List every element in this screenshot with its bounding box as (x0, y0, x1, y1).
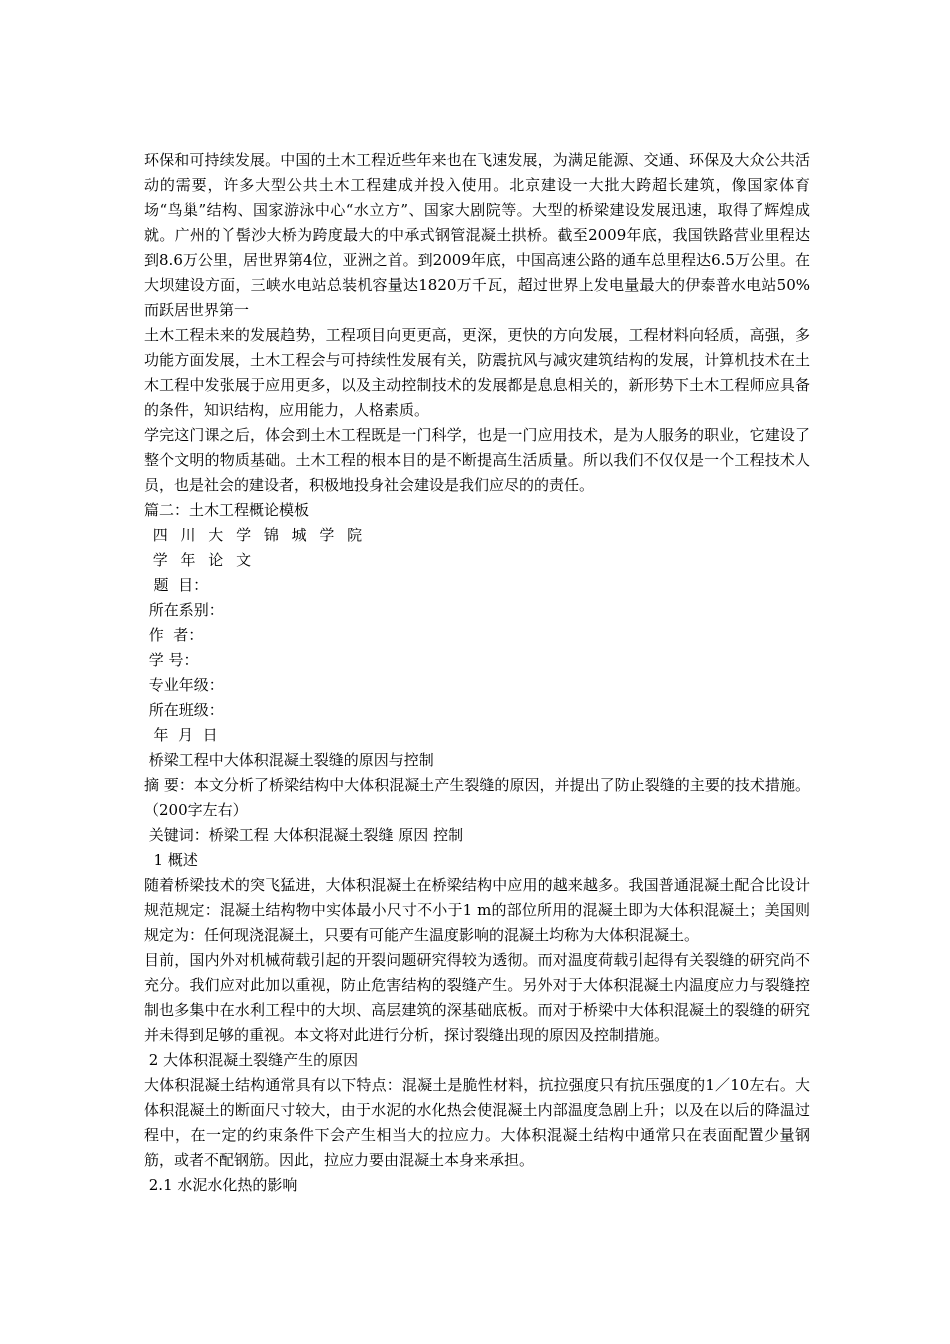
section-1-paragraph-1: 随着桥梁技术的突飞猛进，大体积混凝土在桥梁结构中应用的越来越多。我国普通混凝土配合比设计规范规定：混凝土结构物中实体最小尺寸不小于1 m的部位所用的混凝土即为大体积混凝土；美国则规定为：任何现浇混凝土，只要有可能产生温度影响的混凝土均称为大体积混凝土。 (144, 876, 810, 944)
class-label: 所在班级： (144, 701, 224, 719)
section-2-1-heading: 2.1 水泥水化热的影响 (144, 1176, 298, 1194)
department-label: 所在系别： (144, 601, 224, 619)
date-label: 年 月 日 (144, 726, 218, 744)
intro-paragraph-2: 土木工程未来的发展趋势，工程项目向更更高，更深，更快的方向发展，工程材料向轻质，高强，多功能方面发展，土木工程会与可持续性发展有关，防震抗风与减灾建筑结构的发展，计算机技术在土木工程中发张展于应用更多，以及主动控制技术的发展都是息息相关的，新形势下土木工程师应具备的条件，知识结构，应用能力，人格素质。 (144, 326, 810, 419)
document-page (144, 148, 810, 1198)
author-label: 作 者： (144, 626, 204, 644)
section-2-heading: 2 大体积混凝土裂缝产生的原因 (144, 1051, 359, 1069)
title-label: 题 目： (144, 576, 209, 594)
section-2-paragraph-1: 大体积混凝土结构通常具有以下特点：混凝土是脆性材料，抗拉强度只有抗压强度的1／10左右。大体积混凝土的断面尺寸较大，由于水泥的水化热会使混凝土内部温度急剧上升；以及在以后的降温过程中，在一定的约束条件下会产生相当大的拉应力。大体积混凝土结构中通常只在表面配置少量钢筋，或者不配钢筋。因此，拉应力要由混凝土本身来承担。 (144, 1076, 810, 1169)
paper-type: 学 年 论 文 (144, 551, 256, 569)
intro-paragraph-1: 环保和可持续发展。中国的土木工程近些年来也在飞速发展，为满足能源、交通、环保及大众公共活动的需要，许多大型公共土木工程建成并投入使用。北京建设一大批大跨超长建筑，像国家体育场“鸟巢”结构、国家游泳中心“水立方”、国家大剧院等。大型的桥梁建设发展迅速，取得了辉煌成就。广州的丫髻沙大桥为跨度最大的中承式钢管混凝土拱桥。截至2009年底，我国铁路营业里程达到8.6万公里，居世界第4位，亚洲之首。到2009年底，中国高速公路的通车总里程达6.5万公里。在大坝建设方面，三峡水电站总装机容量达1820万千瓦，超过世界上发电量最大的伊泰普水电站50%而跃居世界第一 (144, 151, 810, 319)
article-title: 桥梁工程中大体积混凝土裂缝的原因与控制 (144, 751, 434, 769)
section-1-heading: 1 概述 (144, 851, 198, 869)
section-heading: 篇二：土木工程概论模板 (144, 501, 310, 519)
keywords: 关键词：桥梁工程 大体积混凝土裂缝 原因 控制 (144, 826, 464, 844)
abstract: 摘 要：本文分析了桥梁结构中大体积混凝土产生裂缝的原因，并提出了防止裂缝的主要的技术措施。（200字左右） (144, 776, 810, 819)
section-1-paragraph-2: 目前，国内外对机械荷载引起的开裂问题研究得较为透彻。而对温度荷载引起得有关裂缝的研究尚不充分。我们应对此加以重视，防止危害结构的裂缝产生。另外对于大体积混凝土内温度应力与裂缝控制也多集中在水利工程中的大坝、高层建筑的深基础底板。而对于桥梁中大体积混凝土的裂缝的研究并未得到足够的重视。本文将对此进行分析，探讨裂缝出现的原因及控制措施。 (144, 951, 810, 1044)
student-id-label: 学 号： (144, 651, 199, 669)
major-grade-label: 专业年级： (144, 676, 224, 694)
intro-paragraph-3: 学完这门课之后，体会到土木工程既是一门科学，也是一门应用技术，是为人服务的职业，它建设了整个文明的物质基础。土木工程的根本目的是不断提高生活质量。所以我们不仅仅是一个工程技术人员，也是社会的建设者，积极地投身社会建设是我们应尽的的责任。 (144, 426, 810, 494)
school-name: 四 川 大 学 锦 城 学 院 (144, 526, 367, 544)
